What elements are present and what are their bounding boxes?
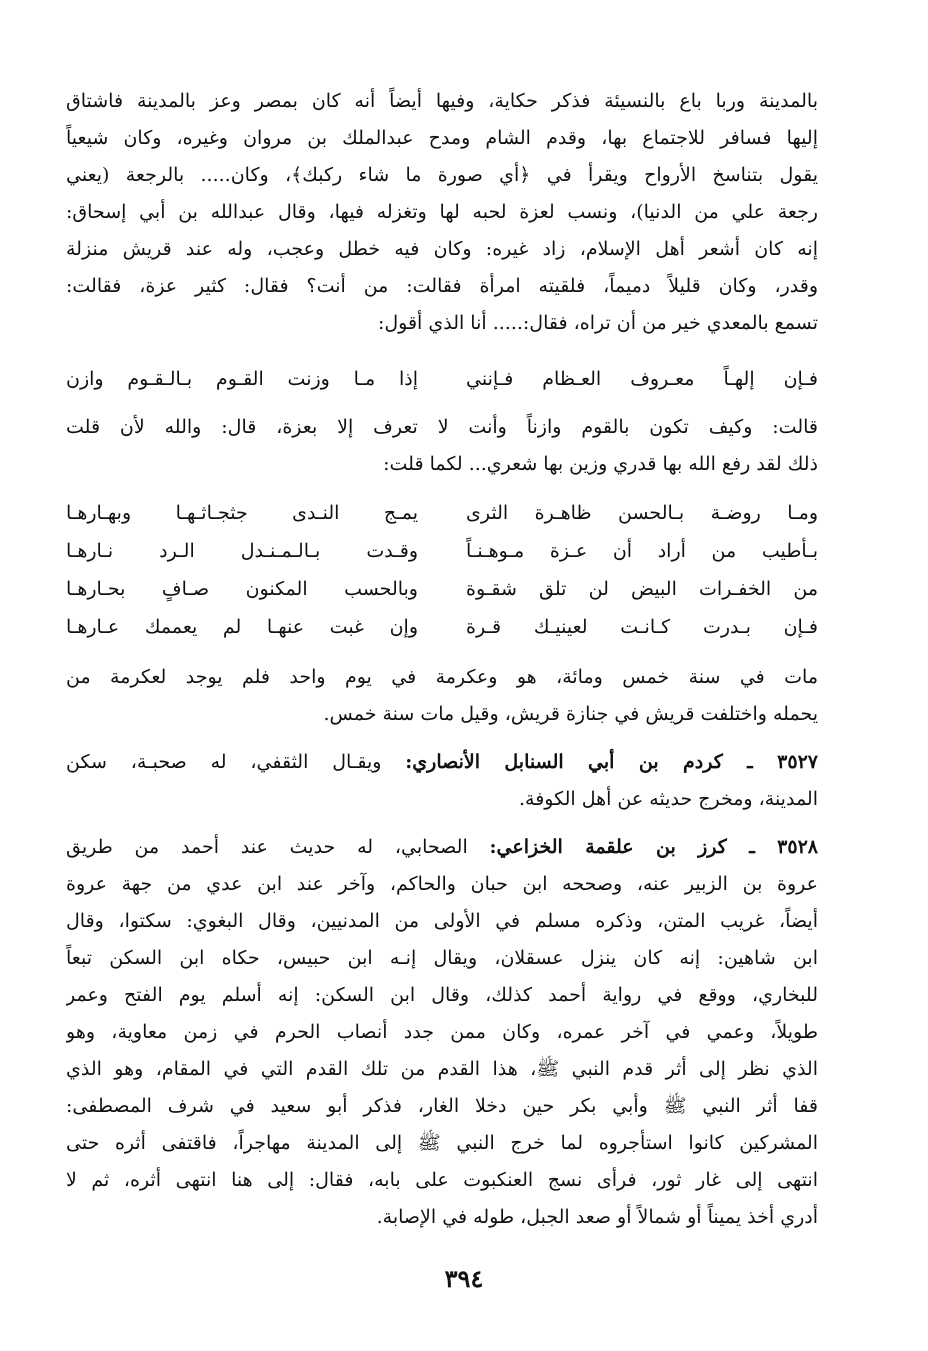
- text-line: المشركين كانوا استأجروه لما خرج النبي ﷺ إلى المدينة مهاجراً، فاقتفى أثره حتى: [66, 1132, 818, 1154]
- entry-heading: ٣٥٢٧ ـ كردم بن أبي السنابل الأنصاري:: [405, 751, 818, 773]
- entry-text: الصحابي، له حديث عند أحمد من طريق: [66, 836, 468, 858]
- verse-row: [66, 572, 818, 606]
- verse-second-hemistich: يمـج النـدى جثجـاثـهـا وبهـارهـا: [66, 502, 418, 524]
- verse-first-hemistich: من الخفـرات البيض لن تلق شقـوة: [466, 578, 818, 600]
- text-line: أدري أخذ يميناً أو شمالاً أو صعد الجبل، طوله في الإصابة.: [376, 1206, 818, 1228]
- text-line: يقول بتناسخ الأرواح ويقرأ في ﴿أي صورة ما شاء ركبك﴾، وكان..... بالرجعة (يعني: [66, 164, 818, 186]
- text-line: رجعة علي من الدنيا)، ونسب لعزة لحبه لها وتغزله فيها، وقال عبدالله بن أبي إسحاق:: [66, 201, 818, 223]
- verse-second-hemistich: وبالحسب المكنون صـافٍ بحـارهـا: [66, 578, 418, 600]
- text-line: بالمدينة وربا باع بالنسيئة فذكر حكاية، وفيها أيضاً أنه كان بمصر وعز بالمدينة فاشتاق: [66, 90, 818, 112]
- verse-first-hemistich: بـأطيب من أراد أن عـزة مـوهـنـاً: [466, 540, 818, 562]
- text-line: تسمع بالمعدي خير من أن تراه، فقال:..... أنا الذي أقول:: [377, 312, 818, 334]
- verse-first-hemistich: فـإن بـدرت كـانـت لعينيـك قـرة: [466, 616, 818, 638]
- verse-second-hemistich: وقـدت بـالـمـنـدل الـرد نـارهـا: [66, 540, 418, 562]
- entry-heading: ٣٥٢٨ ـ كرز بن علقمة الخزاعي:: [489, 836, 818, 858]
- text-line: الذي نظر إلى أثر قدم النبي ﷺ، هذا القدم من تلك القدم التي في المقام، وهو الذي: [66, 1058, 818, 1080]
- verse-second-hemistich: وإن غبت عنهـا لم يعممك عـارهـا: [66, 616, 418, 638]
- verse-second-hemistich: إذا مـا وزنت القـوم بـالـقـوم وازن: [66, 368, 418, 390]
- text-line: ابن شاهين: إنه كان ينزل عسقلان، ويقال إنـه ابن حبيس، حكاه ابن السكن تبعاً: [66, 947, 818, 969]
- text-line: انتهى إلى غار ثور، فرأى نسج العنكبوت على بابه، فقال: إلى هنا انتهى أثره، ثم لا: [66, 1169, 818, 1191]
- entry-text: ويقـال الثقفي، له صحبـة، سكن: [66, 751, 382, 773]
- text-line: المدينة، ومخرج حديثه عن أهل الكوفة.: [518, 788, 818, 810]
- text-line: يحمله واختلفت قريش في جنازة قريش، وقيل مات سنة خمس.: [323, 703, 818, 725]
- text-line: إنه كان أشعر أهل الإسلام، زاد غيره: وكان فيه خطل وعجب، وله عند قريش منزلة: [66, 238, 818, 260]
- verse-row: [66, 362, 818, 396]
- text-line: طويلاً، وعمي في آخر عمره، وكان ممن جدد أنصاب الحرم في زمن معاوية، وهو: [66, 1021, 818, 1043]
- verse-row: [66, 534, 818, 568]
- verse-row: [66, 610, 818, 644]
- text-line: أيضاً، غريب المتن، وذكره مسلم في الأولى من المدنيين، وقال البغوي: سكتوا، وقال: [66, 910, 818, 932]
- text-line: مات في سنة خمس ومائة، هو وعكرمة في يوم واحد فلم يوجد لعكرمة من: [66, 666, 818, 688]
- text-line: ذلك لقد رفع الله بها قدري وزين بها شعري... لكما قلت:: [383, 453, 818, 475]
- text-line: قالت: وكيف تكون بالقوم وازناً وأنت لا تعرف إلا بعزة، قال: والله لأن قلت: [66, 416, 818, 438]
- text-line: وقدر، وكان قليلاً دميماً، فلقيته امرأة فقالت: من أنت؟ فقال: كثير عزة، فقالت:: [66, 275, 818, 297]
- verse-row: [66, 496, 818, 530]
- verse-first-hemistich: فـإن إلهـاً معـروف العـظام فـإنني: [466, 368, 818, 390]
- text-line: [66, 745, 818, 779]
- verse-first-hemistich: ومـا روضـة بـالحسن ظاهـرة الثرى: [466, 502, 818, 524]
- page-number: ٣٩٤: [444, 1264, 484, 1293]
- text-line: [66, 830, 818, 864]
- text-line: قفا أثر النبي ﷺ وأبي بكر حين دخلا الغار، فذكر أبو سعيد في شرف المصطفى:: [66, 1095, 818, 1117]
- text-line: للبخاري، ووقع في رواية أحمد كذلك، وقال ابن السكن: إنه أسلم يوم الفتح وعمر: [66, 984, 818, 1006]
- text-line: عروة بن الزبير عنه، وصححه ابن حبان والحاكم، وآخر عند ابن عدي من جهة عروة: [66, 873, 818, 895]
- text-line: إليها فسافر للاجتماع بها، وقدم الشام ومدح عبدالملك بن مروان وغيره، وكان شيعياً: [66, 127, 818, 149]
